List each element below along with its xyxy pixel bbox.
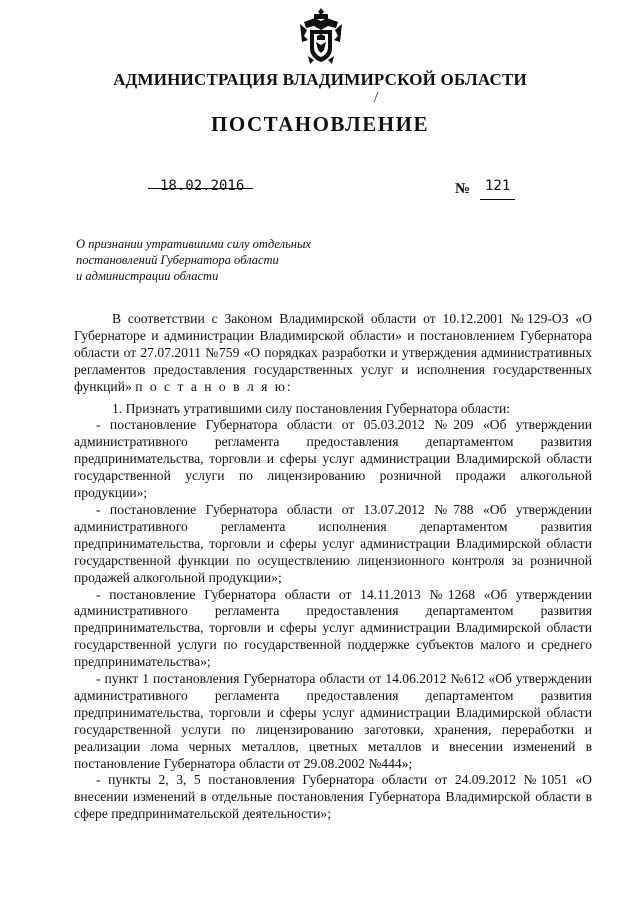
list-item: - постановление Губернатора области от 13.07.2012 №788 «Об утверждении административного регламента исполнения департаментом развития предпринимательства, торговли и сферы услуг администрации Владимирской области государственной функции по осуществлению лицензионного контроля за розничной продажей алкогольной продукции»; <box>74 501 592 585</box>
preamble-text: В соответствии с Законом Владимирской области от 10.12.2001 №129-ОЗ «О Губернаторе и администрации Владимирской области» и постановлением Губернатора области от 27.07.2011 №759 «О порядках разработки и утверждения административных регламентов предоставления государственных услуг и исполнения государственных функций» <box>74 311 592 394</box>
coat-of-arms-icon <box>298 6 344 66</box>
document-subject <box>76 236 356 284</box>
date-underline <box>148 188 253 189</box>
list-item: - постановление Губернатора области от 14.11.2013 №1268 «Об утверждении административного регламента предоставления департаментом развития предпринимательства, торговли и сферы услуг администрации Владимирской области государственной услуги по государственной поддержке субъектов малого и среднего предпринимательства»; <box>74 586 592 670</box>
list-item: - постановление Губернатора области от 05.03.2012 №209 «Об утверждении административного регламента предоставления департаментом развития предпринимательства, торговли и сферы услуг администрации Владимирской области государственной услуги по лицензированию розничной продажи алкогольной продукции»; <box>74 417 592 501</box>
list-item: - пункт 1 постановления Губернатора области от 14.06.2012 №612 «Об утверждении административного регламента предоставления департаментом развития предпринимательства, торговли и сферы услуг администрации Владимирской области государственной услуги по лицензированию заготовки, хранения, переработки и реализации лома черных металлов, цветных металлов и внесении изменений в постановление Губернатора области от 29.08.2002 №444»; <box>74 671 592 771</box>
subject-line: О признании утратившими силу отдельных <box>76 237 311 251</box>
preamble-paragraph <box>74 311 592 396</box>
document-body <box>74 311 592 823</box>
document-date: 18.02.2016 <box>160 178 245 194</box>
organization-title: АДМИНИСТРАЦИЯ ВЛАДИМИРСКОЙ ОБЛАСТИ <box>113 70 527 89</box>
pen-mark <box>373 92 379 102</box>
subject-line: и администрации области <box>76 269 219 283</box>
number-label: № <box>455 181 471 197</box>
number-underline <box>480 199 515 200</box>
clause-1: 1. Признать утратившими силу постановления Губернатора области: <box>112 400 511 416</box>
document-number: 121 <box>485 178 511 194</box>
decree-word: п о с т а н о в л я ю: <box>135 378 293 394</box>
document-type: ПОСТАНОВЛЕНИЕ <box>211 112 429 136</box>
list-item: - пункты 2, 3, 5 постановления Губернатора области от 24.09.2012 №1051 «О внесении изменений в отдельные постановления Губернатора Владимирской области в сфере предпринимательской деятельности»; <box>74 772 592 822</box>
subject-line: постановлений Губернатора области <box>76 253 279 267</box>
